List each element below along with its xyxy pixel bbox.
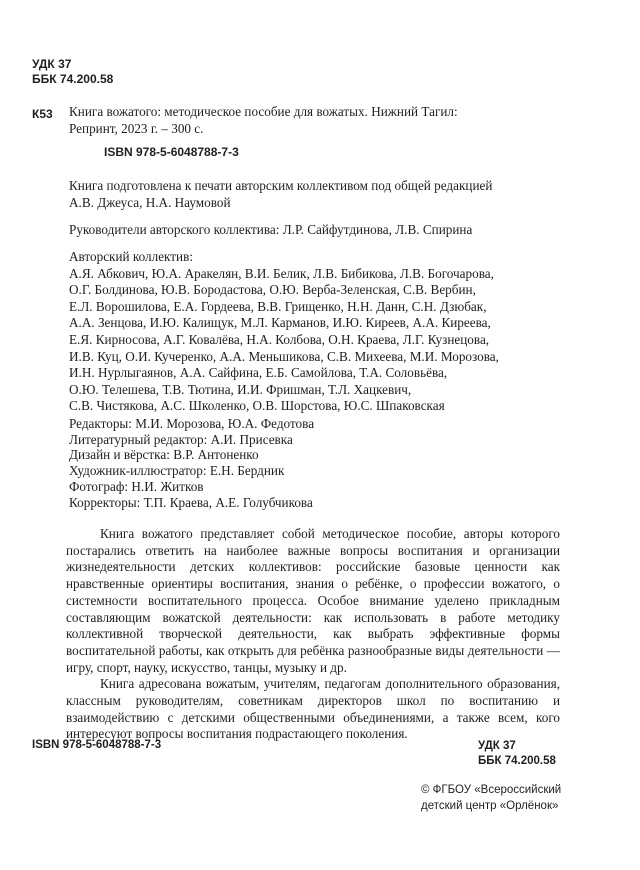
authors-line: О.Ю. Телешева, Т.В. Тютина, И.И. Фришман, Т.Л. Хацкевич, (69, 381, 412, 397)
team-leaders: Руководители авторского коллектива: Л.Р. Сайфутдинова, Л.В. Спирина (69, 222, 473, 237)
authors-list (69, 249, 609, 415)
credit-illustrator: Художник-иллюстратор: Е.Н. Бердник (69, 463, 285, 479)
abstract-paragraph: Книга вожатого представляет собой методическое пособие, авторы которого постарались ответить на наиболее важные вопросы воспитания и организации жизнедеятельности детских коллективов: российские базовые ценности как нравственные ориентиры воспитания, знания о ребёнке, о профессии вожатого, о системности воспитательного процесса. Особое внимание уделено прикладным составляющим вожатской деятельности: как использовать в работе методику коллективной творческой деятельности, как выбрать эффективные формы воспитательной работы, как открыть для ребёнка разнообразные виды деятельности — игру, спорт, науку, искусство, танцы, музыку и др. (66, 526, 560, 675)
authors-line: А.А. Зенцова, И.Ю. Калищук, М.Л. Карманов, И.Ю. Киреев, А.А. Киреева, (69, 315, 491, 331)
prepared-by (69, 178, 609, 211)
credit-editors: Редакторы: М.И. Морозова, Ю.А. Федотова (69, 416, 315, 431)
classification-block-bottom (478, 739, 556, 769)
prepared-line: Книга подготовлена к печати авторским коллективом под общей редакцией (69, 178, 493, 193)
authors-line: Е.Я. Кирносова, А.Г. Ковалёва, Н.А. Колбова, О.Н. Краева, Л.Г. Кузнецова, (69, 331, 490, 347)
isbn-top: ISBN 978-5-6048788-7-3 (104, 145, 239, 159)
udk-code: УДК 37 (478, 740, 516, 752)
copyright-line: © ФГБОУ «Всероссийский (421, 784, 562, 796)
bibliographic-description (69, 104, 609, 137)
prepared-line: А.В. Джеуса, Н.А. Наумовой (69, 194, 231, 210)
isbn-bottom: ISBN 978-5-6048788-7-3 (32, 739, 162, 751)
abstract-paragraph: Книга адресована вожатым, учителям, педагогам дополнительного образования, классным руководителям, советникам директоров школ по воспитанию и взаимодействию с детскими общественными объединениями, а также всем, кого интересуют вопросы воспитания подрастающего поколения. (66, 676, 560, 742)
credit-literary-editor: Литературный редактор: А.И. Присевка (69, 431, 293, 447)
author-mark: К53 (32, 107, 53, 121)
credit-photographer: Фотограф: Н.И. Житков (69, 478, 204, 494)
authors-line: О.Г. Болдинова, Ю.В. Бородастова, О.Ю. Верба-Зеленская, С.В. Вербин, (69, 282, 476, 298)
copyright-line: детский центр «Орлёнок» (421, 799, 559, 812)
udk-code: УДК 37 (32, 57, 72, 71)
authors-heading: Авторский коллектив: (69, 249, 193, 264)
credit-design: Дизайн и вёрстка: В.Р. Антоненко (69, 447, 259, 463)
bbk-code: ББК 74.200.58 (32, 72, 114, 86)
authors-line: С.В. Чистякова, А.С. Школенко, О.В. Шорстова, Ю.С. Шпаковская (69, 398, 445, 414)
authors-line: А.Я. Абкович, Ю.А. Аракелян, В.И. Белик, Л.В. Бибикова, Л.В. Богочарова, (69, 265, 494, 281)
title-line: Книга вожатого: методическое пособие для вожатых. Нижний Тагил: (69, 104, 458, 119)
title-line: Репринт, 2023 г. – 300 с. (69, 120, 204, 136)
copyright-notice (421, 783, 561, 814)
authors-line: Е.Л. Ворошилова, Е.А. Гордеева, В.В. Грищенко, Н.Н. Данн, С.Н. Дзюбак, (69, 298, 487, 314)
classification-block-top (32, 57, 113, 87)
credit-proofreaders: Корректоры: Т.П. Краева, А.Е. Голубчикова (69, 494, 313, 510)
authors-line: И.В. Куц, О.И. Кучеренко, А.А. Меньшикова, С.В. Михеева, М.И. Морозова, (69, 348, 499, 364)
abstract (66, 526, 560, 743)
credits-list (69, 416, 609, 510)
bbk-code: ББК 74.200.58 (478, 755, 556, 767)
authors-line: И.Н. Нурлыгаянов, А.А. Сайфина, Е.Б. Самойлова, Т.А. Соловьёва, (69, 365, 448, 381)
